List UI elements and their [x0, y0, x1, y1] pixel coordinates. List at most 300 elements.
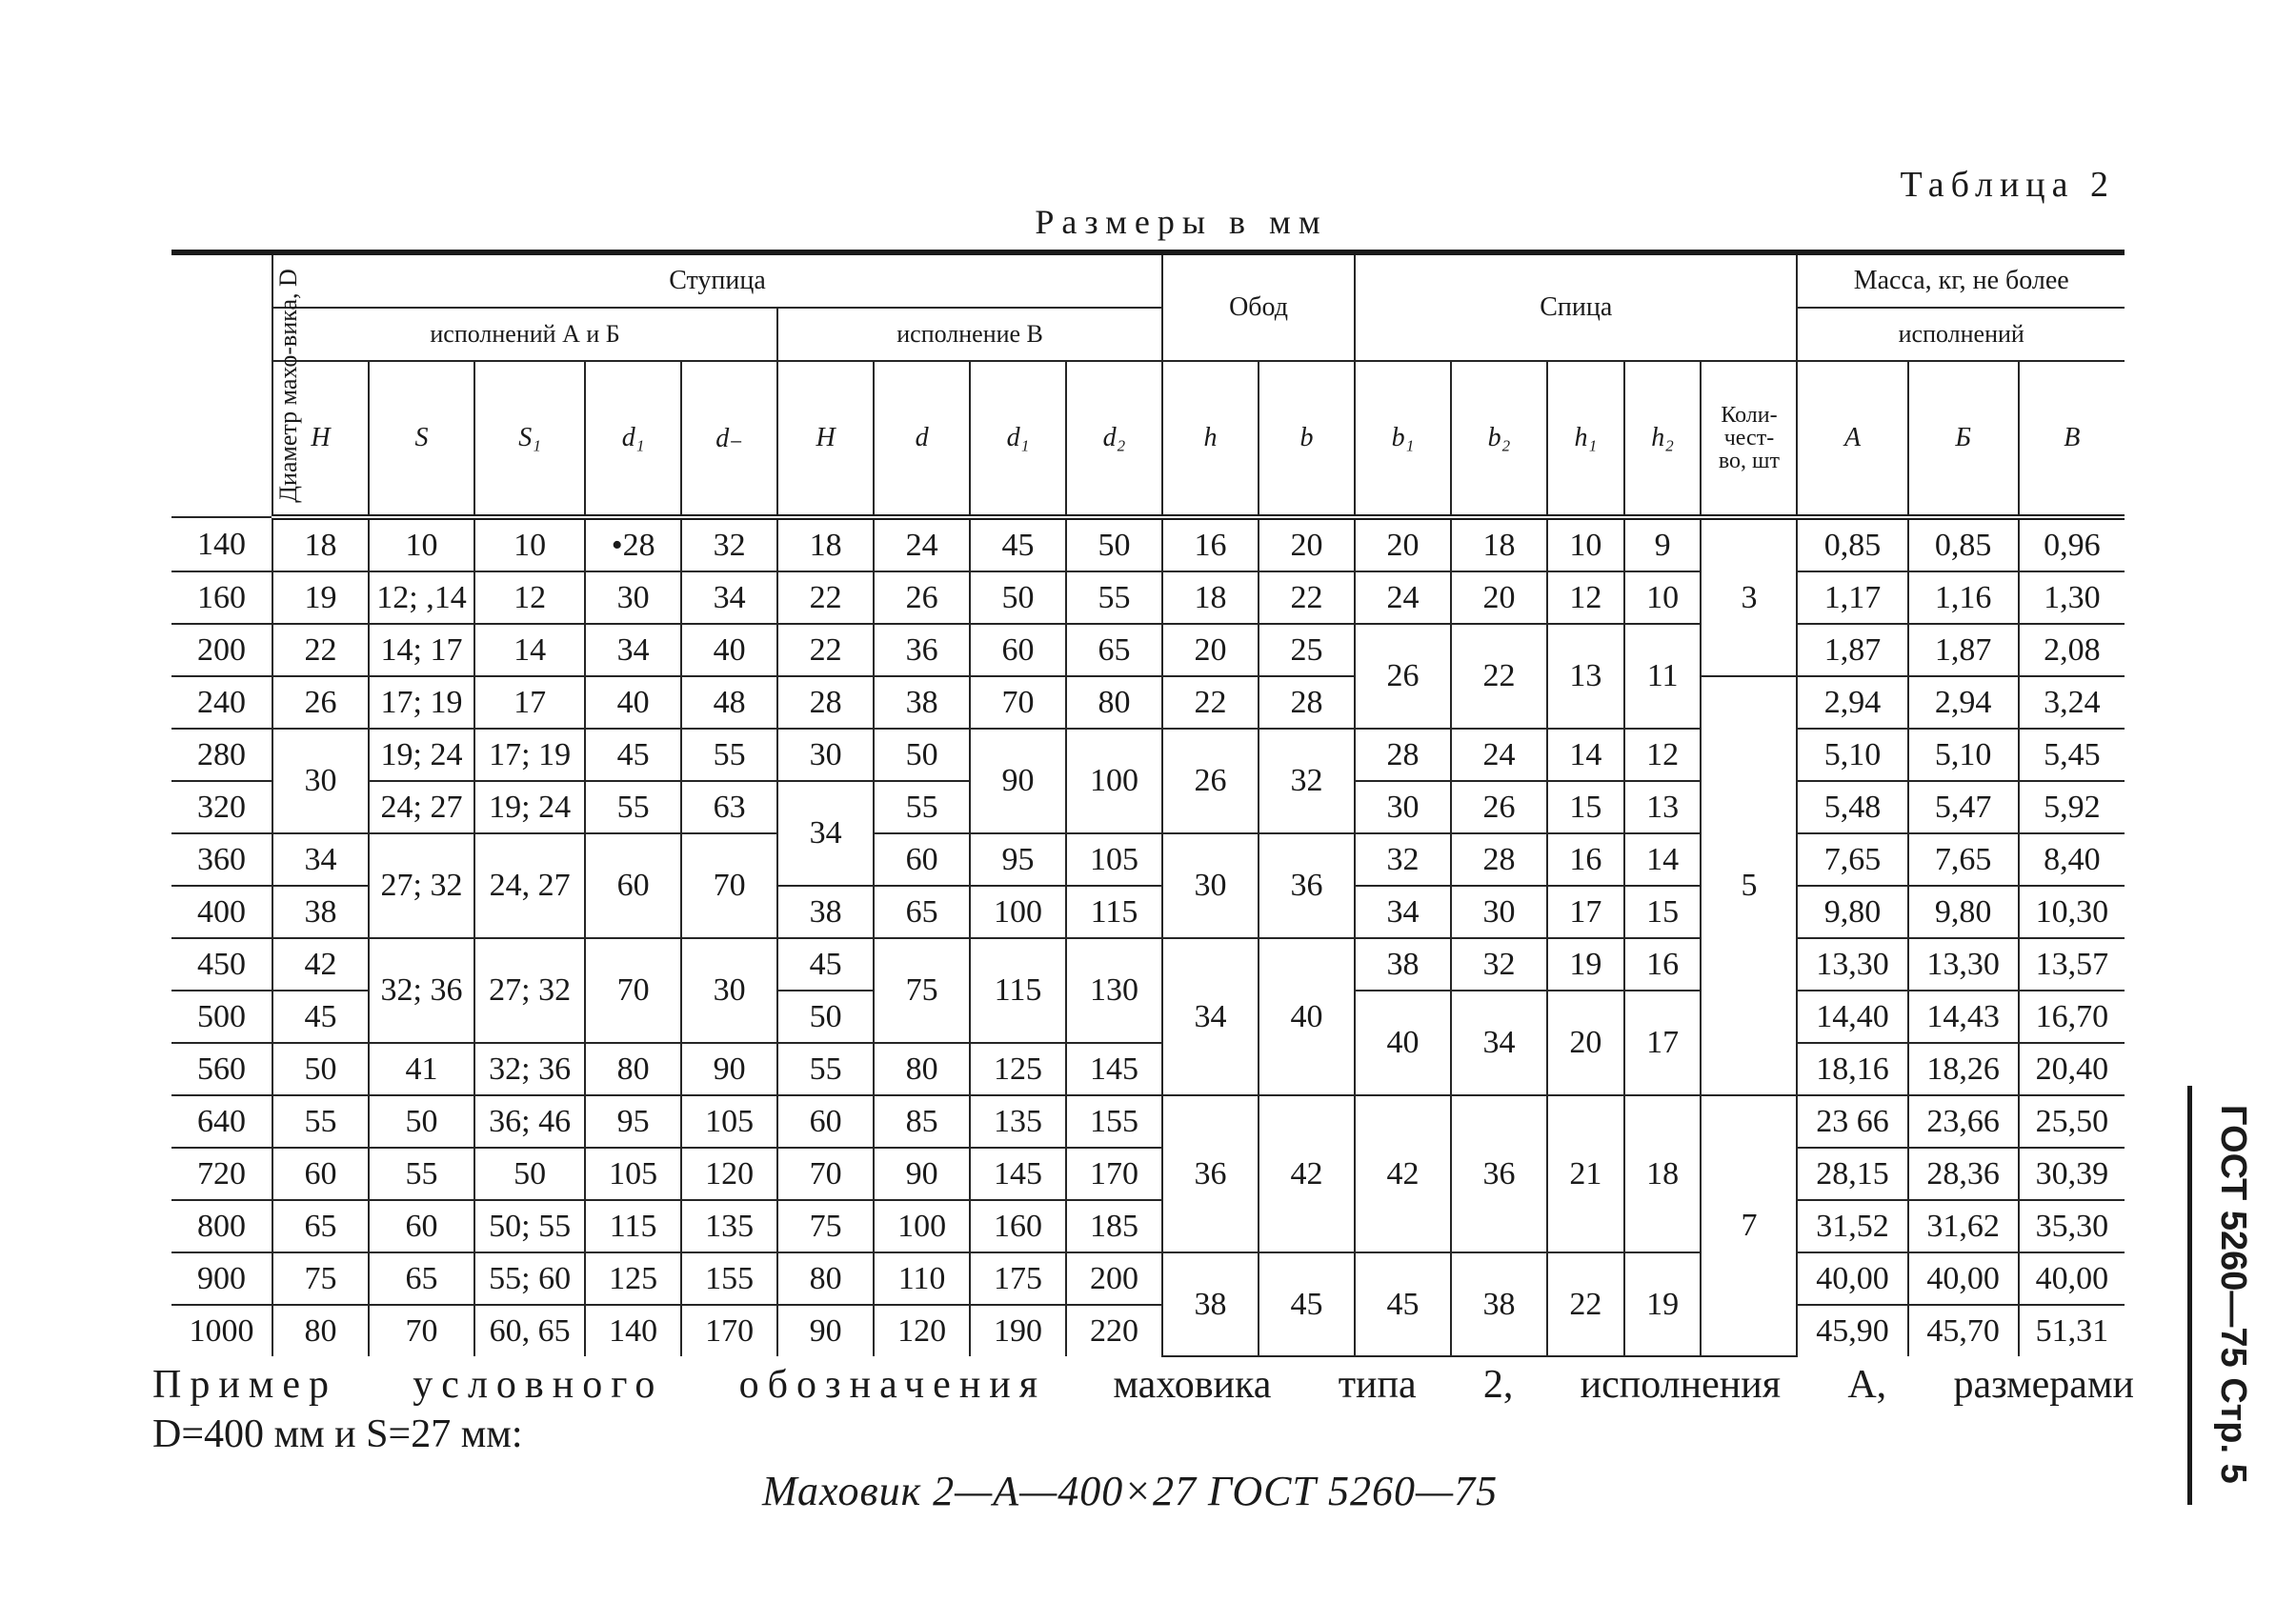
table-row	[171, 1148, 2125, 1200]
diameter-cell: 140	[171, 517, 272, 571]
cell-v-d: 120	[874, 1305, 970, 1356]
cell-v-d1: 175	[970, 1252, 1066, 1305]
cell-rim-b: 28	[1259, 676, 1355, 729]
cell-ab-S: 55	[369, 1148, 474, 1200]
column-header-v-d1: d₁	[970, 361, 1066, 517]
cell-v-d2: 170	[1066, 1148, 1162, 1200]
column-header-count	[1701, 361, 1797, 517]
cell-rim-h: 26	[1162, 729, 1259, 833]
cell-ab-d: 63	[681, 781, 777, 833]
cell-sp-h1: 10	[1547, 517, 1624, 571]
cell-ab-S1: 32; 36	[474, 1043, 585, 1095]
cell-ab-S1: 10	[474, 517, 585, 571]
cell-sp-h2: 13	[1624, 781, 1702, 833]
header-mass: Масса, кг, не более	[1797, 252, 2125, 308]
cell-ab-d1: 140	[585, 1305, 681, 1356]
cell-ab-H: 19	[272, 571, 369, 624]
cell-ab-d: 120	[681, 1148, 777, 1200]
cell-ab-S: 14; 17	[369, 624, 474, 676]
cell-sp-b1: 30	[1355, 781, 1451, 833]
cell-ab-d: 32	[681, 517, 777, 571]
column-header-rim-b: b	[1259, 361, 1355, 517]
cell-ab-d1: •28	[585, 517, 681, 571]
cell-v-H: 22	[777, 571, 874, 624]
cell-sp-h1: 12	[1547, 571, 1624, 624]
diameter-cell: 200	[171, 624, 272, 676]
column-header-v-d: d	[874, 361, 970, 517]
cell-sp-b1: 45	[1355, 1252, 1451, 1356]
cell-ab-H: 18	[272, 517, 369, 571]
cell-ab-H: 30	[272, 729, 369, 833]
cell-ab-d: 135	[681, 1200, 777, 1252]
cell-mB: 28,36	[1908, 1148, 2019, 1200]
cell-ab-H: 80	[272, 1305, 369, 1356]
cell-ab-S1: 12	[474, 571, 585, 624]
cell-sp-h2: 11	[1624, 624, 1702, 729]
diameter-cell: 640	[171, 1095, 272, 1148]
cell-v-d2: 100	[1066, 729, 1162, 833]
cell-v-H: 22	[777, 624, 874, 676]
cell-ab-S: 19; 24	[369, 729, 474, 781]
cell-mA: 13,30	[1797, 938, 1907, 991]
cell-v-d1: 45	[970, 517, 1066, 571]
diameter-cell: 360	[171, 833, 272, 886]
cell-sp-b1: 28	[1355, 729, 1451, 781]
cell-count: 5	[1701, 676, 1797, 1095]
cell-v-d: 55	[874, 781, 970, 833]
cell-sp-b2: 26	[1451, 781, 1547, 833]
cell-ab-d1: 30	[585, 571, 681, 624]
cell-v-d: 26	[874, 571, 970, 624]
cell-ab-S: 50	[369, 1095, 474, 1148]
cell-sp-h1: 19	[1547, 938, 1624, 991]
cell-ab-d1: 80	[585, 1043, 681, 1095]
cell-mA: 40,00	[1797, 1252, 1907, 1305]
cell-v-d2: 55	[1066, 571, 1162, 624]
column-header-ab-d1: d₁	[585, 361, 681, 517]
cell-ab-H: 65	[272, 1200, 369, 1252]
cell-sp-b2: 28	[1451, 833, 1547, 886]
cell-ab-S: 41	[369, 1043, 474, 1095]
header-hub-v: исполнение В	[777, 308, 1162, 361]
cell-ab-d: 40	[681, 624, 777, 676]
cell-v-d2: 50	[1066, 517, 1162, 571]
cell-ab-d1: 45	[585, 729, 681, 781]
table-row	[171, 1252, 2125, 1305]
cell-ab-S1: 55; 60	[474, 1252, 585, 1305]
cell-v-H: 75	[777, 1200, 874, 1252]
cell-mA: 31,52	[1797, 1200, 1907, 1252]
cell-sp-h1: 20	[1547, 991, 1624, 1095]
cell-ab-d1: 70	[585, 938, 681, 1043]
diameter-cell: 560	[171, 1043, 272, 1095]
cell-ab-d: 90	[681, 1043, 777, 1095]
cell-rim-b: 40	[1259, 938, 1355, 1095]
header-diameter: Диаметр махо-вика, D	[171, 252, 272, 517]
column-header-count-text: Коли-чест-во, шт	[1718, 403, 1781, 473]
cell-v-d: 90	[874, 1148, 970, 1200]
cell-v-H: 90	[777, 1305, 874, 1356]
cell-v-d: 80	[874, 1043, 970, 1095]
cell-ab-d1: 55	[585, 781, 681, 833]
cell-sp-h2: 15	[1624, 886, 1702, 938]
cell-ab-H: 42	[272, 938, 369, 991]
table-row	[171, 517, 2125, 571]
cell-mB: 31,62	[1908, 1200, 2019, 1252]
cell-sp-h2: 19	[1624, 1252, 1702, 1356]
cell-v-d: 36	[874, 624, 970, 676]
cell-mA: 7,65	[1797, 833, 1907, 886]
cell-v-d1: 70	[970, 676, 1066, 729]
example-dimensions: D=400 мм и S=27 мм:	[152, 1412, 523, 1456]
cell-v-H: 18	[777, 517, 874, 571]
cell-v-H: 38	[777, 886, 874, 938]
cell-mB: 14,43	[1908, 991, 2019, 1043]
cell-ab-S: 60	[369, 1200, 474, 1252]
cell-sp-h1: 15	[1547, 781, 1624, 833]
cell-rim-b: 45	[1259, 1252, 1355, 1356]
cell-v-d1: 115	[970, 938, 1066, 1043]
cell-v-H: 55	[777, 1043, 874, 1095]
column-header-sp-h1: h₁	[1547, 361, 1624, 517]
header-hub: Ступица	[272, 252, 1162, 308]
cell-v-d2: 200	[1066, 1252, 1162, 1305]
cell-v-d2: 220	[1066, 1305, 1162, 1356]
table-row	[171, 624, 2125, 676]
cell-mA: 9,80	[1797, 886, 1907, 938]
column-header-ab-S1: S₁	[474, 361, 585, 517]
example-spaced-phrase: Пример условного обозначения	[152, 1363, 1047, 1407]
diameter-cell: 1000	[171, 1305, 272, 1356]
cell-rim-h: 36	[1162, 1095, 1259, 1252]
column-header-mB: Б	[1908, 361, 2019, 517]
cell-ab-d: 55	[681, 729, 777, 781]
column-header-rim-h: h	[1162, 361, 1259, 517]
cell-rim-h: 34	[1162, 938, 1259, 1095]
column-header-ab-H: H	[272, 361, 369, 517]
cell-sp-h1: 22	[1547, 1252, 1624, 1356]
column-header-sp-h2: h₂	[1624, 361, 1702, 517]
cell-ab-S: 12; ,14	[369, 571, 474, 624]
cell-ab-S: 27; 32	[369, 833, 474, 938]
cell-v-H: 45	[777, 938, 874, 991]
cell-v-d2: 155	[1066, 1095, 1162, 1148]
cell-ab-S1: 24, 27	[474, 833, 585, 938]
cell-v-d1: 60	[970, 624, 1066, 676]
cell-ab-S1: 50	[474, 1148, 585, 1200]
margin-rule	[2187, 1086, 2192, 1505]
diameter-cell: 160	[171, 571, 272, 624]
cell-ab-S: 32; 36	[369, 938, 474, 1043]
cell-mV: 35,30	[2019, 1200, 2125, 1252]
diameter-cell: 320	[171, 781, 272, 833]
cell-v-d1: 135	[970, 1095, 1066, 1148]
cell-sp-h1: 16	[1547, 833, 1624, 886]
dimensions-table	[171, 250, 2125, 1357]
cell-mB: 2,94	[1908, 676, 2019, 729]
cell-v-H: 70	[777, 1148, 874, 1200]
cell-sp-b2: 22	[1451, 624, 1547, 729]
cell-mB: 13,30	[1908, 938, 2019, 991]
cell-mV: 25,50	[2019, 1095, 2125, 1148]
cell-v-d2: 130	[1066, 938, 1162, 1043]
example-rest: маховика типа 2, исполнения А, размерами	[1113, 1363, 2134, 1407]
cell-mB: 7,65	[1908, 833, 2019, 886]
cell-mV: 8,40	[2019, 833, 2125, 886]
cell-v-d2: 65	[1066, 624, 1162, 676]
cell-rim-b: 42	[1259, 1095, 1355, 1252]
cell-sp-b1: 32	[1355, 833, 1451, 886]
cell-ab-S: 70	[369, 1305, 474, 1356]
diameter-cell: 900	[171, 1252, 272, 1305]
header-rim: Обод	[1162, 252, 1355, 361]
cell-mA: 5,10	[1797, 729, 1907, 781]
diameter-cell: 720	[171, 1148, 272, 1200]
cell-sp-h2: 14	[1624, 833, 1702, 886]
cell-mA: 45,90	[1797, 1305, 1907, 1356]
cell-ab-S: 65	[369, 1252, 474, 1305]
cell-mA: 14,40	[1797, 991, 1907, 1043]
cell-ab-d1: 105	[585, 1148, 681, 1200]
cell-sp-h2: 17	[1624, 991, 1702, 1095]
cell-ab-S: 10	[369, 517, 474, 571]
cell-sp-b2: 30	[1451, 886, 1547, 938]
cell-mA: 1,87	[1797, 624, 1907, 676]
cell-v-d1: 160	[970, 1200, 1066, 1252]
example-designation: Маховик 2—А—400×27 ГОСТ 5260—75	[762, 1468, 1499, 1514]
cell-sp-h2: 18	[1624, 1095, 1702, 1252]
cell-ab-d1: 34	[585, 624, 681, 676]
cell-sp-h2: 16	[1624, 938, 1702, 991]
cell-v-H: 60	[777, 1095, 874, 1148]
cell-mV: 30,39	[2019, 1148, 2125, 1200]
cell-rim-b: 36	[1259, 833, 1355, 938]
diameter-cell: 280	[171, 729, 272, 781]
header-spoke: Спица	[1355, 252, 1797, 361]
cell-sp-h1: 14	[1547, 729, 1624, 781]
cell-sp-h2: 10	[1624, 571, 1702, 624]
cell-v-d: 38	[874, 676, 970, 729]
cell-ab-S1: 19; 24	[474, 781, 585, 833]
cell-mB: 0,85	[1908, 517, 2019, 571]
cell-sp-b2: 38	[1451, 1252, 1547, 1356]
diameter-cell: 240	[171, 676, 272, 729]
cell-ab-d: 105	[681, 1095, 777, 1148]
cell-v-d1: 95	[970, 833, 1066, 886]
column-header-row	[171, 361, 2125, 517]
cell-mV: 10,30	[2019, 886, 2125, 938]
cell-v-d2: 80	[1066, 676, 1162, 729]
cell-sp-h1: 17	[1547, 886, 1624, 938]
cell-mB: 1,87	[1908, 624, 2019, 676]
cell-ab-S: 17; 19	[369, 676, 474, 729]
cell-sp-b2: 20	[1451, 571, 1547, 624]
cell-ab-H: 75	[272, 1252, 369, 1305]
column-header-ab-S: S	[369, 361, 474, 517]
table-row	[171, 833, 2125, 886]
cell-ab-d: 170	[681, 1305, 777, 1356]
cell-mV: 5,45	[2019, 729, 2125, 781]
cell-mV: 2,08	[2019, 624, 2125, 676]
column-header-sp-b2: b₂	[1451, 361, 1547, 517]
column-header-mA: A	[1797, 361, 1907, 517]
cell-v-H: 28	[777, 676, 874, 729]
cell-v-H: 30	[777, 729, 874, 781]
diameter-cell: 400	[171, 886, 272, 938]
cell-mV: 13,57	[2019, 938, 2125, 991]
cell-v-d: 24	[874, 517, 970, 571]
cell-sp-b1: 24	[1355, 571, 1451, 624]
cell-v-d: 100	[874, 1200, 970, 1252]
cell-v-d2: 115	[1066, 886, 1162, 938]
cell-sp-b2: 34	[1451, 991, 1547, 1095]
cell-ab-H: 34	[272, 833, 369, 886]
cell-sp-b2: 32	[1451, 938, 1547, 991]
cell-mV: 3,24	[2019, 676, 2125, 729]
cell-ab-d1: 60	[585, 833, 681, 938]
cell-mA: 0,85	[1797, 517, 1907, 571]
example-text	[152, 1362, 2134, 1408]
cell-ab-S1: 36; 46	[474, 1095, 585, 1148]
cell-ab-S: 24; 27	[369, 781, 474, 833]
cell-sp-b1: 38	[1355, 938, 1451, 991]
cell-ab-d: 155	[681, 1252, 777, 1305]
table-row	[171, 729, 2125, 781]
cell-sp-b2: 36	[1451, 1095, 1547, 1252]
cell-rim-h: 16	[1162, 517, 1259, 571]
cell-mV: 40,00	[2019, 1252, 2125, 1305]
cell-mB: 23,66	[1908, 1095, 2019, 1148]
header-hub-ab: исполнений А и Б	[272, 308, 777, 361]
cell-v-H: 50	[777, 991, 874, 1043]
cell-sp-b1: 42	[1355, 1095, 1451, 1252]
cell-mB: 5,47	[1908, 781, 2019, 833]
cell-v-d: 65	[874, 886, 970, 938]
cell-rim-h: 20	[1162, 624, 1259, 676]
column-header-ab-d: d₋	[681, 361, 777, 517]
cell-ab-H: 60	[272, 1148, 369, 1200]
cell-ab-H: 45	[272, 991, 369, 1043]
cell-v-d: 50	[874, 729, 970, 781]
cell-sp-b1: 20	[1355, 517, 1451, 571]
cell-sp-h1: 13	[1547, 624, 1624, 729]
cell-sp-b1: 26	[1355, 624, 1451, 729]
cell-ab-d1: 115	[585, 1200, 681, 1252]
cell-ab-S1: 14	[474, 624, 585, 676]
cell-mB: 1,16	[1908, 571, 2019, 624]
cell-mV: 20,40	[2019, 1043, 2125, 1095]
cell-ab-H: 38	[272, 886, 369, 938]
cell-mV: 51,31	[2019, 1305, 2125, 1356]
cell-mA: 5,48	[1797, 781, 1907, 833]
cell-ab-H: 26	[272, 676, 369, 729]
table-label: Таблица 2	[1900, 165, 2115, 205]
cell-rim-h: 38	[1162, 1252, 1259, 1356]
cell-sp-b1: 40	[1355, 991, 1451, 1095]
cell-mB: 5,10	[1908, 729, 2019, 781]
cell-sp-h2: 9	[1624, 517, 1702, 571]
cell-mB: 9,80	[1908, 886, 2019, 938]
cell-rim-b: 22	[1259, 571, 1355, 624]
cell-sp-b2: 18	[1451, 517, 1547, 571]
table-row	[171, 571, 2125, 624]
cell-ab-d1: 95	[585, 1095, 681, 1148]
cell-v-H: 80	[777, 1252, 874, 1305]
cell-v-d: 60	[874, 833, 970, 886]
column-header-v-H: H	[777, 361, 874, 517]
cell-rim-b: 32	[1259, 729, 1355, 833]
table-row	[171, 676, 2125, 729]
cell-v-d2: 105	[1066, 833, 1162, 886]
cell-mA: 23 66	[1797, 1095, 1907, 1148]
cell-sp-h2: 12	[1624, 729, 1702, 781]
cell-mA: 18,16	[1797, 1043, 1907, 1095]
cell-ab-H: 50	[272, 1043, 369, 1095]
cell-mV: 5,92	[2019, 781, 2125, 833]
cell-ab-S1: 50; 55	[474, 1200, 585, 1252]
diameter-cell: 500	[171, 991, 272, 1043]
cell-mB: 45,70	[1908, 1305, 2019, 1356]
cell-sp-b2: 24	[1451, 729, 1547, 781]
cell-ab-d: 34	[681, 571, 777, 624]
cell-ab-S1: 27; 32	[474, 938, 585, 1043]
diameter-cell: 450	[171, 938, 272, 991]
cell-rim-h: 30	[1162, 833, 1259, 938]
cell-v-d1: 190	[970, 1305, 1066, 1356]
cell-rim-b: 25	[1259, 624, 1355, 676]
cell-ab-S1: 60, 65	[474, 1305, 585, 1356]
table-row	[171, 1095, 2125, 1148]
cell-mV: 0,96	[2019, 517, 2125, 571]
column-header-sp-b1: b₁	[1355, 361, 1451, 517]
cell-sp-b1: 34	[1355, 886, 1451, 938]
cell-ab-d: 30	[681, 938, 777, 1043]
table-body	[171, 517, 2125, 1356]
table-row	[171, 1043, 2125, 1095]
cell-v-d1: 100	[970, 886, 1066, 938]
diameter-cell: 800	[171, 1200, 272, 1252]
cell-rim-h: 18	[1162, 571, 1259, 624]
cell-ab-S1: 17	[474, 676, 585, 729]
cell-mA: 28,15	[1797, 1148, 1907, 1200]
standard-stamp: ГОСТ 5260—75 Стр. 5	[2213, 1105, 2253, 1484]
units-label: Размеры в мм	[1035, 203, 1328, 241]
cell-ab-d: 48	[681, 676, 777, 729]
table-row	[171, 938, 2125, 991]
cell-rim-h: 22	[1162, 676, 1259, 729]
cell-mB: 18,26	[1908, 1043, 2019, 1095]
header-mass-sub: исполнений	[1797, 308, 2125, 361]
cell-ab-H: 55	[272, 1095, 369, 1148]
cell-v-d2: 185	[1066, 1200, 1162, 1252]
table-row	[171, 1200, 2125, 1252]
cell-ab-d1: 40	[585, 676, 681, 729]
cell-v-d1: 90	[970, 729, 1066, 833]
cell-v-d1: 125	[970, 1043, 1066, 1095]
cell-mA: 2,94	[1797, 676, 1907, 729]
cell-v-d1: 50	[970, 571, 1066, 624]
cell-v-d: 75	[874, 938, 970, 1043]
table-header	[171, 252, 2125, 517]
cell-ab-S1: 17; 19	[474, 729, 585, 781]
cell-mV: 1,30	[2019, 571, 2125, 624]
column-header-v-d2: d₂	[1066, 361, 1162, 517]
cell-count: 3	[1701, 517, 1797, 676]
cell-sp-h1: 21	[1547, 1095, 1624, 1252]
cell-v-d2: 145	[1066, 1043, 1162, 1095]
cell-v-d: 85	[874, 1095, 970, 1148]
cell-v-d1: 145	[970, 1148, 1066, 1200]
